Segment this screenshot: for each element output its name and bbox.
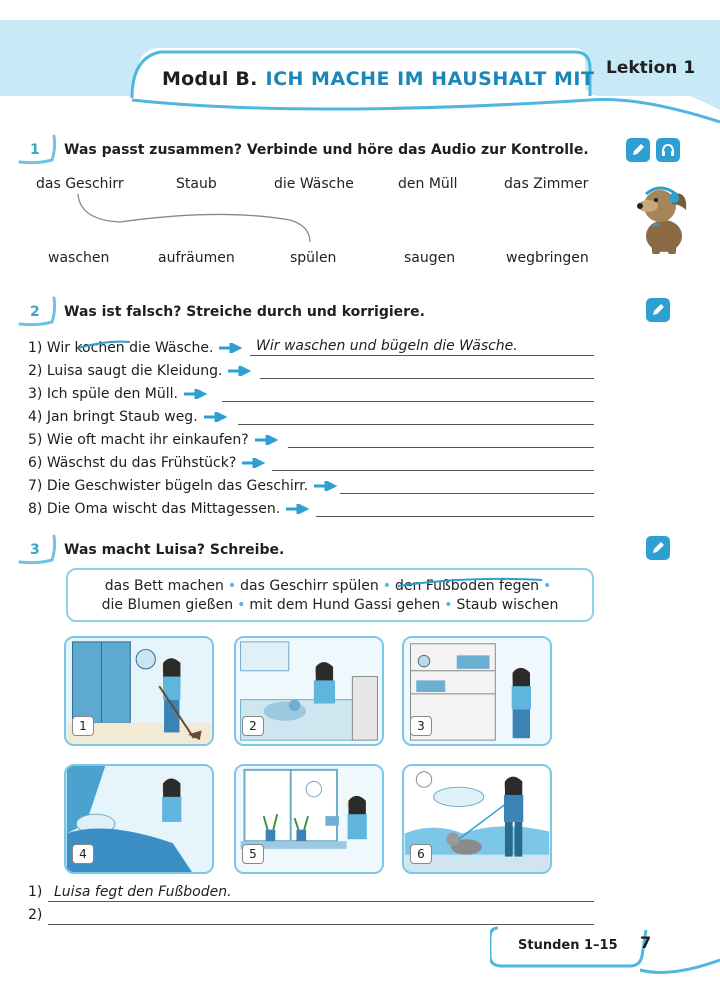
answer-line[interactable] bbox=[260, 361, 594, 379]
arrow-icon bbox=[286, 504, 310, 514]
pencil-icon bbox=[646, 536, 670, 560]
picture-number: 2 bbox=[242, 716, 264, 736]
dog-illustration bbox=[626, 176, 698, 256]
sentence-text: 6) Wäschst du das Frühstück? bbox=[28, 455, 237, 471]
answer-line[interactable] bbox=[238, 407, 594, 425]
exercise-2-marker bbox=[18, 294, 58, 330]
answer-label: 2) bbox=[28, 907, 43, 923]
answer-line[interactable] bbox=[316, 499, 594, 517]
picture-bed bbox=[64, 764, 214, 874]
pencil-icon bbox=[646, 298, 670, 322]
phrase-item: mit dem Hund Gassi gehen bbox=[249, 597, 441, 613]
headphones-icon bbox=[656, 138, 680, 162]
sentence-row bbox=[28, 474, 344, 494]
picture-number: 4 bbox=[72, 844, 94, 864]
separator-dot: • bbox=[227, 578, 237, 594]
lesson-label: Lektion 1 bbox=[606, 58, 696, 78]
verb-item[interactable]: wegbringen bbox=[506, 250, 589, 266]
picture-dusting bbox=[402, 636, 552, 746]
arrow-icon bbox=[242, 458, 266, 468]
noun-item[interactable]: den Müll bbox=[398, 176, 458, 192]
sentence-text: 7) Die Geschwister bügeln das Geschirr. bbox=[28, 478, 309, 494]
noun-item[interactable]: das Geschirr bbox=[36, 176, 124, 192]
exercise-3-number: 3 bbox=[30, 542, 40, 558]
sentence-row bbox=[28, 359, 258, 379]
exercise-1-instruction: Was passt zusammen? Verbinde und höre das Audio zur Kontrolle. bbox=[64, 142, 589, 158]
verb-item[interactable]: waschen bbox=[48, 250, 110, 266]
exercise-2-instruction: Was ist falsch? Streiche durch und korrigiere. bbox=[64, 304, 425, 320]
exercise-1-marker bbox=[18, 132, 58, 168]
page-title bbox=[162, 68, 594, 90]
phrase-item: das Bett machen bbox=[104, 578, 224, 594]
picture-number: 5 bbox=[242, 844, 264, 864]
answer-line[interactable] bbox=[340, 476, 594, 494]
exercise-2-number: 2 bbox=[30, 304, 40, 320]
exercise-1-number: 1 bbox=[30, 142, 40, 158]
noun-item[interactable]: das Zimmer bbox=[504, 176, 589, 192]
sentence-row bbox=[28, 451, 272, 471]
verb-item[interactable]: saugen bbox=[404, 250, 456, 266]
strike-mark bbox=[396, 574, 546, 588]
picture-dog-walk bbox=[402, 764, 552, 874]
arrow-icon bbox=[204, 412, 228, 422]
exercise-3-marker bbox=[18, 532, 58, 568]
sentence-text: 4) Jan bringt Staub weg. bbox=[28, 409, 198, 425]
pencil-icon bbox=[626, 138, 650, 162]
sentence-row bbox=[28, 336, 249, 356]
verb-item[interactable]: aufräumen bbox=[158, 250, 235, 266]
arrow-icon bbox=[219, 343, 243, 353]
separator-dot: • bbox=[382, 578, 391, 594]
phrase-item: den Fußboden fegen bbox=[394, 578, 539, 594]
separator-dot: • bbox=[444, 597, 453, 613]
answer-line[interactable]: Luisa fegt den Fußboden. bbox=[48, 884, 594, 902]
arrow-icon bbox=[255, 435, 279, 445]
picture-number: 1 bbox=[72, 716, 94, 736]
picture-sweeping bbox=[64, 636, 214, 746]
picture-dishes bbox=[234, 636, 384, 746]
answer-line[interactable]: Wir waschen und bügeln die Wäsche. bbox=[250, 338, 594, 356]
separator-dot: • bbox=[542, 578, 552, 594]
phrase-item: das Geschirr spülen bbox=[240, 578, 379, 594]
separator-dot: • bbox=[237, 597, 246, 613]
stunden-label: Stunden 1–15 bbox=[518, 938, 618, 953]
module-label: Modul B. bbox=[162, 68, 258, 90]
arrow-icon bbox=[314, 481, 338, 491]
answer-line[interactable] bbox=[288, 430, 594, 448]
arrow-icon bbox=[184, 389, 208, 399]
sentence-row bbox=[28, 428, 285, 448]
picture-number: 6 bbox=[410, 844, 432, 864]
sentence-text: 5) Wie oft macht ihr einkaufen? bbox=[28, 432, 249, 448]
verb-item[interactable]: spülen bbox=[290, 250, 337, 266]
answer-line[interactable] bbox=[222, 384, 594, 402]
module-title: ICH MACHE IM HAUSHALT MIT bbox=[265, 68, 595, 90]
sentence-text: 2) Luisa saugt die Kleidung. bbox=[28, 363, 223, 379]
phrase-line-2 bbox=[68, 597, 592, 613]
picture-watering bbox=[234, 764, 384, 874]
noun-item[interactable]: Staub bbox=[176, 176, 217, 192]
sentence-row bbox=[28, 497, 316, 517]
sentence-text: 8) Die Oma wischt das Mittagessen. bbox=[28, 501, 281, 517]
page-number: 7 bbox=[640, 933, 652, 952]
sentence-text: 1) Wir kochen die Wäsche. bbox=[28, 340, 214, 356]
noun-item[interactable]: die Wäsche bbox=[274, 176, 354, 192]
picture-number: 3 bbox=[410, 716, 432, 736]
answer-label: 1) bbox=[28, 884, 43, 900]
phrase-item: die Blumen gießen bbox=[101, 597, 234, 613]
example-connection-line bbox=[60, 190, 330, 250]
sentence-row bbox=[28, 382, 214, 402]
phrase-item: Staub wischen bbox=[456, 597, 559, 613]
arrow-icon bbox=[228, 366, 252, 376]
answer-line[interactable] bbox=[272, 453, 594, 471]
sentence-text: 3) Ich spüle den Müll. bbox=[28, 386, 178, 402]
sentence-row bbox=[28, 405, 234, 425]
strike-mark bbox=[76, 338, 132, 350]
exercise-3-instruction: Was macht Luisa? Schreibe. bbox=[64, 542, 285, 558]
